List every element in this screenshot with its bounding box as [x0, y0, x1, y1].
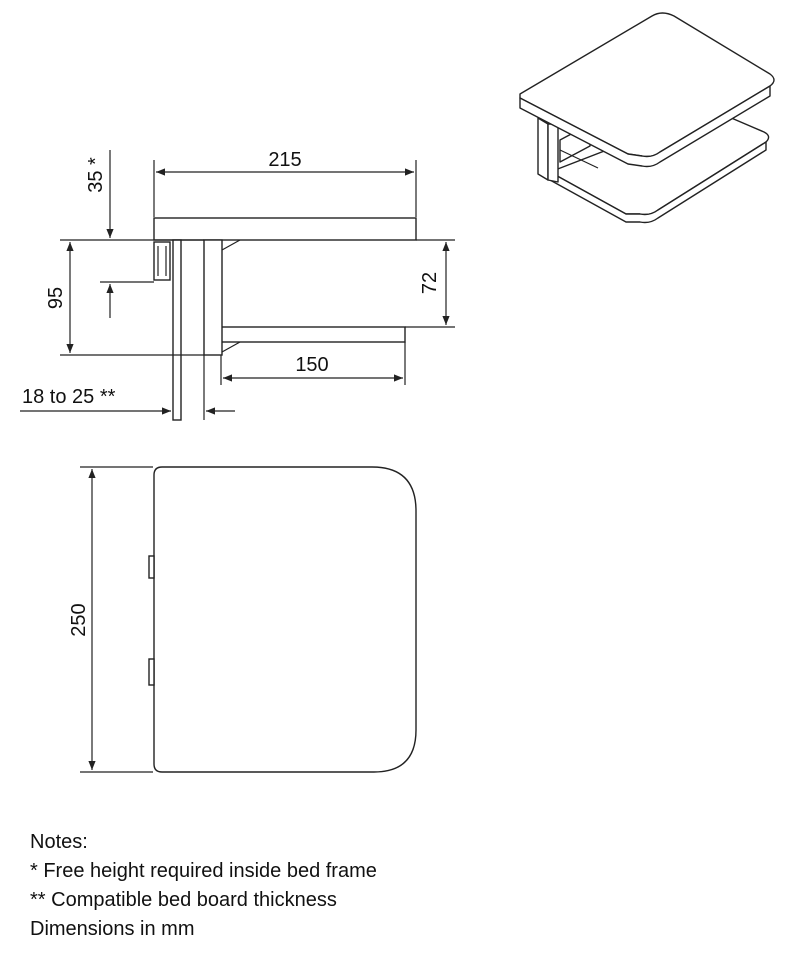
dim-board-label: 18 to 25 **: [22, 386, 116, 408]
dim-250-label: 250: [68, 603, 90, 637]
isometric-view: [520, 13, 774, 223]
note-free-height: * Free height required inside bed frame: [30, 860, 377, 882]
clamp-screw: [154, 242, 170, 280]
lower-gusset: [222, 342, 240, 352]
dim-215-label: 215: [268, 149, 302, 171]
note-units: Dimensions in mm: [30, 918, 195, 940]
clamp-tab-upper: [149, 556, 154, 578]
vertical-plate: [204, 240, 222, 355]
note-board-thickness: ** Compatible bed board thickness: [30, 889, 337, 911]
lower-shelf: [221, 327, 405, 342]
dim-95-label: 95: [45, 286, 67, 310]
dim-72-label: 72: [419, 271, 441, 295]
clamp-post: [173, 240, 181, 420]
dim-35-label: 35 *: [85, 157, 107, 193]
top-view: [68, 467, 416, 772]
notes-block: [30, 828, 377, 944]
clamp-tab-lower: [149, 659, 154, 685]
upper-shelf: [154, 218, 416, 240]
notes-heading: Notes:: [30, 831, 88, 853]
upper-gusset: [222, 240, 240, 250]
dim-150-label: 150: [295, 354, 329, 376]
side-view: [20, 149, 455, 420]
shelf-outline-top: [154, 467, 416, 772]
